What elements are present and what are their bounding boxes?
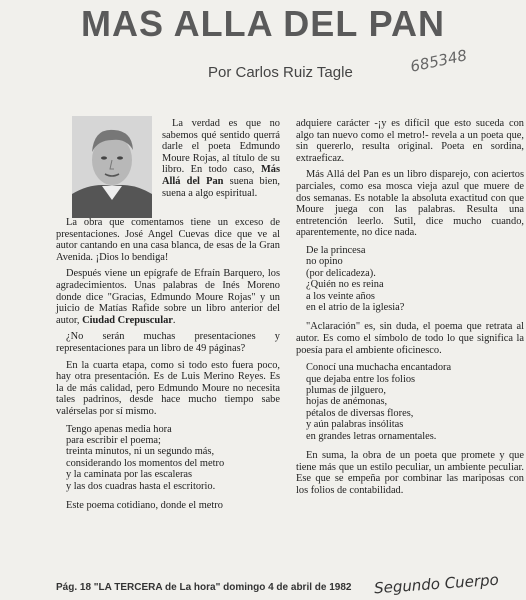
right-column — [296, 118, 524, 501]
byline: Por Carlos Ruiz Tagle — [208, 64, 353, 81]
poem-excerpt-1: Tengo apenas media hora para escribir el poema; treinta minutos, ni un segundo más, considerando los momentos del metro y la caminata por las escaleras y las dos cuadras hasta el escritorio. — [66, 423, 225, 492]
left-column-main — [56, 217, 280, 517]
paragraph: Más Allá del Pan es un libro disparejo, con aciertos parciales, como esa mosca vieja azul que muere de dos semanas. Es notable la absoluta exactitud con que Moure juega con las palabras. Resulta una entretención leerlo. Sutil, dice mucho cuando, aparentemente, no dice nada. — [296, 169, 524, 239]
other-book-title: Ciudad Crepuscular — [82, 314, 173, 326]
left-column-top — [162, 118, 280, 204]
paragraph: En suma, la obra de un poeta que promete y que tiene más que un estilo peculiar, un ambiente peculiar. Ese que se empeña por combinar las mariposas con los folios de contabilidad. — [296, 450, 524, 496]
headline: MAS ALLA DEL PAN — [81, 3, 445, 44]
handwritten-section-label: Segundo Cuerpo — [373, 570, 500, 598]
page-footer: Pág. 18 "LA TERCERA de La hora" domingo 4 de abril de 1982 — [56, 582, 352, 593]
author-photo — [72, 116, 152, 218]
poem-excerpt-3: Conocí una muchacha encantadora que dejaba entre los folios plumas de jilguero, hojas de anémonas, pétalos de diversas flores, y aún palabras insólitas en grandes letras ornamentales. — [306, 362, 452, 442]
paragraph: Este poema cotidiano, donde el metro — [66, 499, 223, 511]
paragraph: La obra que comentamos tiene un exceso de presentaciones. José Angel Cuevas dice que ve al autor cantando en una casa blanca, de esas de la Gran Avenida. ¡Dios lo bendiga! — [56, 217, 280, 263]
paragraph: ¿No serán muchas presentaciones y representaciones para un libro de 49 páginas? — [56, 331, 280, 354]
handwritten-note: 685348 — [408, 46, 469, 76]
book-title: Más Allá del Pan — [162, 164, 280, 187]
paragraph: "Aclaración" es, sin duda, el poema que retrata al autor. Es como el símbolo de todo lo que significa la poesía para el ambiente oficinesco. — [296, 321, 524, 356]
paragraph: En la cuarta etapa, como si todo esto fuera poco, hay otra presentación. Es de Luis Merino Reyes. Es la de más calidad, pero Edmundo Moure no necesita tales padrinos, desde hace mucho tiempo sabe valérselas por sí mismo. — [56, 359, 280, 417]
poem-excerpt-2: De la princesa no opino (por delicadeza). ¿Quién no es reina a los veinte años en el atrio de la iglesia? — [306, 244, 405, 313]
portrait-image — [72, 116, 152, 218]
paragraph: Después viene un epígrafe de Efraín Barquero, los agradecimientos. Unas palabras de Inés Moreno donde dice "Gracias, Edmundo Moure Rojas" y un juicio de Matías Rafide sobre un libro anterior del autor, Ciudad Crepuscular. — [56, 268, 280, 326]
paragraph-intro: La verdad es que no sabemos qué sentido querrá darle el poeta Edmundo Moure Rojas, al título de su libro. En todo caso, Más Allá del Pan suena bien, suena a algo espiritual. — [162, 118, 280, 199]
paragraph: adquiere carácter -¡y es difícil que esto suceda con algo tan nuevo como el metro!- revela a un poeta que, sin quererlo, resulta original. Poeta en sordina, extraeficaz. — [296, 118, 524, 164]
